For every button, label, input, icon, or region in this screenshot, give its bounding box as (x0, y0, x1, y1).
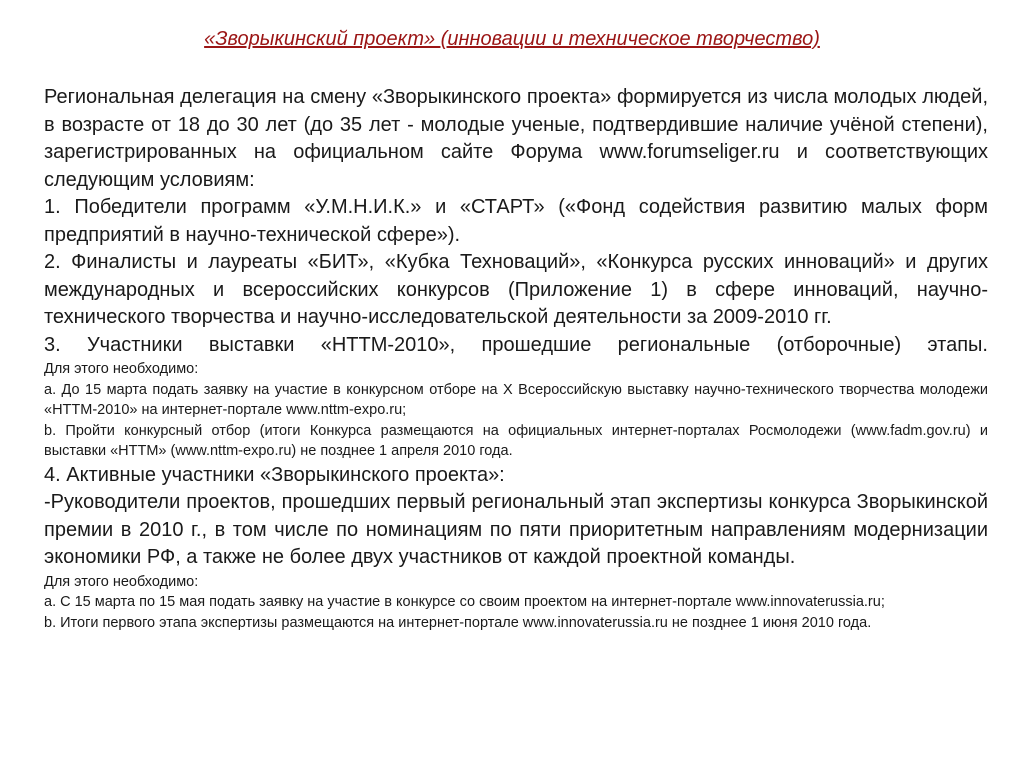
slide-title: «Зворыкинский проект» (инновации и техническое творчество) (204, 28, 820, 50)
slide-body (44, 84, 988, 633)
condition-1-paragraph: 1. Победители программ «У.М.Н.И.К.» и «СТАРТ» («Фонд содействия развитию малых форм предприятий в научно-технической сфере»). (44, 196, 988, 246)
intro-paragraph: Региональная делегация на смену «Зворыкинского проекта» формируется из числа молодых людей, в возрасте от 18 до 30 лет (до 35 лет - молодые ученые, подтвердившие наличие учёной степени), зарегистрированных на официальном сайте Форума www.forumseliger.ru и соответствующих следующим условиям: (44, 86, 988, 191)
condition-4-requirement-a: a. С 15 марта по 15 мая подать заявку на участие в конкурсе со своим проектом на интернет-портале www.innovaterussia.ru; (44, 594, 885, 610)
condition-3-requirement-a: a. До 15 марта подать заявку на участие в конкурсном отборе на X Всероссийскую выставку научно-технического творчества молодежи «НТТМ-2010» на интернет-портале www.nttm-expo.ru; (44, 381, 988, 418)
condition-4-requirement-b: b. Итоги первого этапа экспертизы размещаются на интернет-портале www.innovaterussia.ru не позднее 1 июня 2010 года. (44, 614, 872, 631)
condition-3-requirement-b: b. Пройти конкурсный отбор (итоги Конкурса размещаются на официальных интернет-порталах Росмолодежи (www.fadm.gov.ru) и выставки «НТТМ» (www.nttm-expo.ru) не позднее 1 апреля 2010 года. (44, 422, 988, 459)
condition-3-requirements-heading: Для этого необходимо: (44, 361, 199, 377)
condition-4-paragraph: 4. Активные участники «Зворыкинского проекта»: (44, 463, 505, 486)
condition-4-detail-paragraph: -Руководители проектов, прошедших первый региональный этап экспертизы конкурса Зворыкинской премии в 2010 г., в том числе по номинациям по пяти приоритетным направлениям модернизации экономики РФ, а также не более двух участников от каждой проектной команды. (44, 491, 988, 568)
condition-2-paragraph: 2. Финалисты и лауреаты «БИТ», «Кубка Техноваций», «Конкурса русских инноваций» и других международных и всероссийских конкурсов (Приложение 1) в сфере инноваций, научно-технического творчества и научно-исследовательской деятельности за 2009-2010 гг. (44, 251, 988, 328)
condition-4-requirements-heading: Для этого необходимо: (44, 573, 199, 590)
condition-3-paragraph: 3. Участники выставки «НТТМ-2010», прошедшие региональные (отборочные) этапы. (44, 333, 988, 356)
